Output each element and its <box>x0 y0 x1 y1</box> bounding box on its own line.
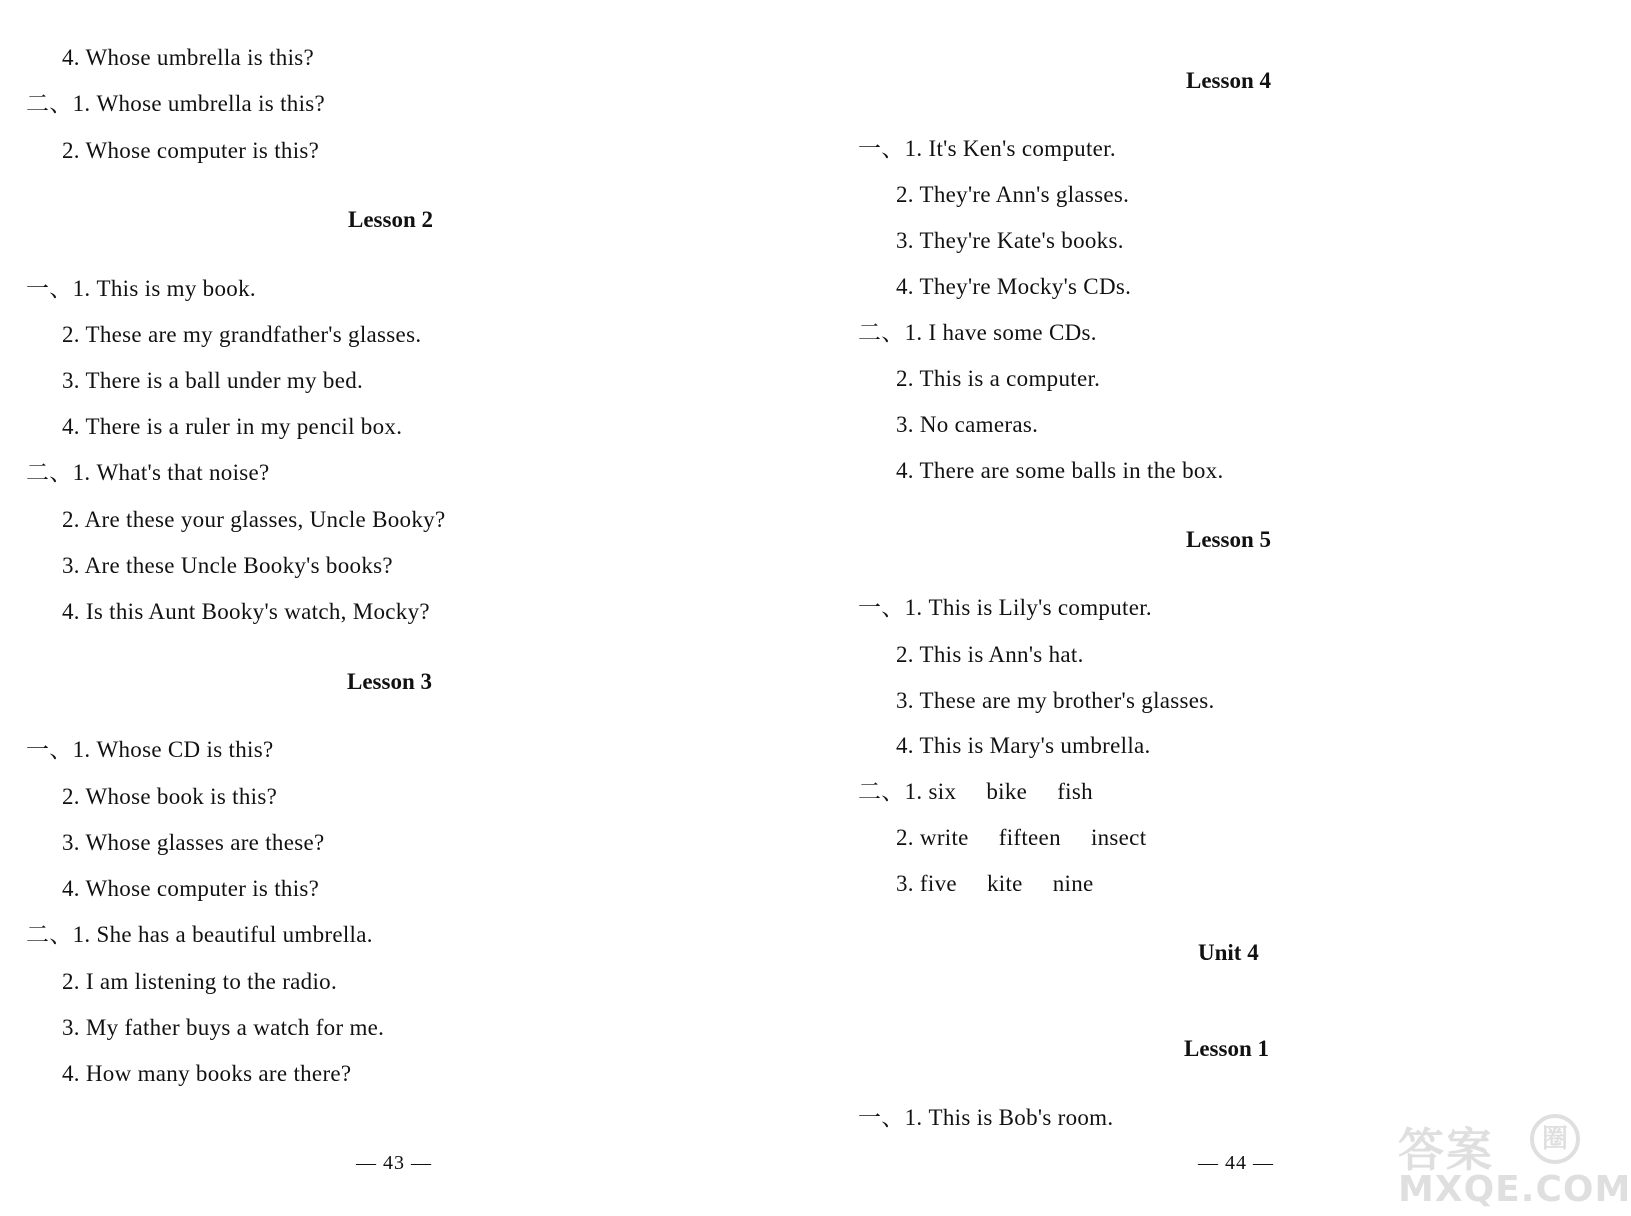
answer-line: 4. This is Mary's umbrella. <box>896 733 1151 758</box>
word-row-number: 2. <box>896 825 914 850</box>
word: six <box>928 779 957 804</box>
answer-line: 3. Whose glasses are these? <box>62 830 325 855</box>
word: five <box>919 871 957 896</box>
answer-line: 3. Are these Uncle Booky's books? <box>62 553 393 578</box>
answer-line: 2. This is Ann's hat. <box>896 642 1084 667</box>
answer-line: 2. These are my grandfather's glasses. <box>62 322 422 347</box>
answer-line: 4. How many books are there? <box>62 1061 352 1086</box>
answer-line: 2. They're Ann's glasses. <box>896 182 1130 207</box>
word: write <box>919 825 969 850</box>
answer-line: 3. No cameras. <box>896 412 1039 437</box>
answer-line: 二、1. Whose umbrella is this? <box>26 91 326 116</box>
word-row <box>896 824 1146 852</box>
answer-line: 二、1. I have some CDs. <box>858 320 1097 345</box>
word-row-number: 二、1. <box>858 779 923 804</box>
left-page <box>0 0 800 1216</box>
word-row <box>896 870 1094 898</box>
word: kite <box>986 871 1023 896</box>
word: fish <box>1057 779 1093 804</box>
answer-line: 一、1. This is Bob's room. <box>858 1105 1114 1130</box>
unit-heading: Unit 4 <box>1198 940 1259 965</box>
word: fifteen <box>998 825 1061 850</box>
lesson-heading: Lesson 1 <box>1184 1036 1269 1061</box>
answer-line: 4. There is a ruler in my pencil box. <box>62 414 403 439</box>
lesson-heading: Lesson 5 <box>1186 527 1271 552</box>
answer-line: 3. They're Kate's books. <box>896 228 1124 253</box>
lesson-heading: Lesson 4 <box>1186 68 1271 93</box>
lesson-heading: Lesson 3 <box>347 669 432 694</box>
answer-line: 3. These are my brother's glasses. <box>896 688 1215 713</box>
word-row <box>858 778 1093 806</box>
watermark-logo <box>1398 1114 1631 1210</box>
answer-line: 二、1. She has a beautiful umbrella. <box>26 922 373 947</box>
answer-line: 3. There is a ball under my bed. <box>62 368 364 393</box>
answer-line: 一、1. Whose CD is this? <box>26 737 274 762</box>
answer-line: 4. There are some balls in the box. <box>896 458 1224 483</box>
answer-line: 二、1. What's that noise? <box>26 460 270 485</box>
word: insect <box>1090 825 1147 850</box>
lesson-heading: Lesson 2 <box>348 207 433 232</box>
answer-line: 2. Whose book is this? <box>62 784 278 809</box>
watermark-top: 答案 <box>1398 1123 1494 1177</box>
answer-line: 4. Is this Aunt Booky's watch, Mocky? <box>62 599 430 624</box>
answer-line: 4. They're Mocky's CDs. <box>896 274 1132 299</box>
answer-line: 2. Are these your glasses, Uncle Booky? <box>62 507 446 532</box>
page-number: — 44 — <box>1198 1152 1274 1174</box>
answer-line: 一、1. This is my book. <box>26 276 256 301</box>
answer-line: 2. Whose computer is this? <box>62 138 320 163</box>
word: nine <box>1052 871 1094 896</box>
answer-line: 一、1. It's Ken's computer. <box>858 136 1116 161</box>
answer-line: 2. This is a computer. <box>896 366 1101 391</box>
answer-line: 2. I am listening to the radio. <box>62 969 338 994</box>
answer-line: 4. Whose umbrella is this? <box>62 45 315 70</box>
watermark-badge: 圈 <box>1530 1114 1580 1164</box>
answer-line: 3. My father buys a watch for me. <box>62 1015 385 1040</box>
answer-line: 一、1. This is Lily's computer. <box>858 595 1152 620</box>
watermark-url: MXQE.COM <box>1398 1169 1631 1210</box>
word: bike <box>986 779 1028 804</box>
page-number: — 43 — <box>356 1152 432 1174</box>
word-row-number: 3. <box>896 871 914 896</box>
answer-line: 4. Whose computer is this? <box>62 876 320 901</box>
right-page <box>800 0 1600 1216</box>
